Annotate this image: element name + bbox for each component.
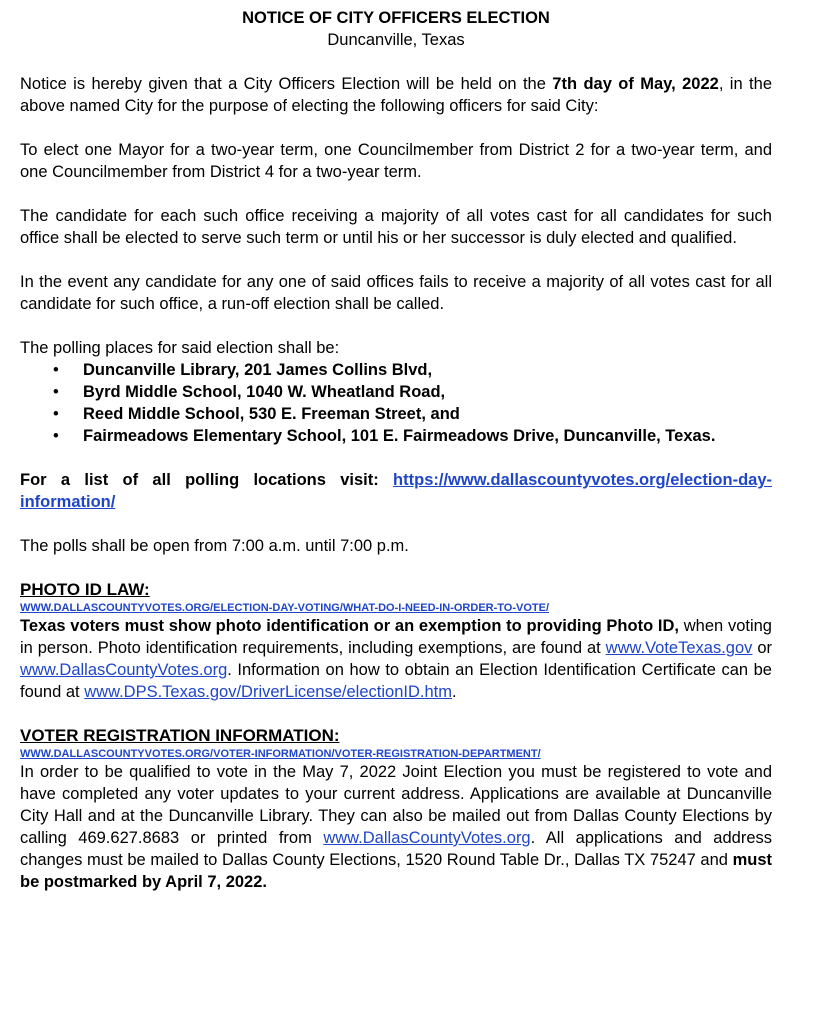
dps-election-id-link[interactable]: www.DPS.Texas.gov/DriverLicense/electionID.htm: [84, 683, 452, 701]
polling-place-item: • Byrd Middle School, 1040 W. Wheatland Road,: [83, 381, 772, 403]
photo-id-text-4: .: [451, 683, 457, 701]
voter-registration-paragraph: [20, 761, 772, 893]
voter-registration-dallascountyvotes-link[interactable]: www.DallasCountyVotes.org: [323, 829, 531, 847]
polling-intro: The polling places for said election shall be:: [20, 339, 340, 357]
votetexas-link[interactable]: www.VoteTexas.gov: [605, 639, 753, 657]
photo-id-text-2: or: [752, 639, 772, 657]
voter-registration-heading: VOTER REGISTRATION INFORMATION:: [20, 726, 340, 745]
election-date: 7th day of May, 2022: [552, 75, 719, 93]
voter-registration-url-link[interactable]: WWW.DALLASCOUNTYVOTES.ORG/VOTER-INFORMATION/VOTER-REGISTRATION-DEPARTMENT/: [20, 748, 541, 760]
paragraph-notice-text-c: , in the above named City for the purpose of electing the following officers for said City:: [20, 75, 772, 115]
paragraph-runoff: In the event any candidate for any one of said offices fails to receive a majority of all votes cast for all candidate for such office, a run-off election shall be called.: [20, 273, 772, 313]
polling-place-item: • Fairmeadows Elementary School, 101 E. Fairmeadows Drive, Duncanville, Texas.: [83, 425, 772, 447]
photo-id-text-1: when voting in person. Photo identification requirements, including exemptions, are found at: [20, 617, 772, 657]
polling-locations-visit: [20, 469, 772, 513]
notice-title: NOTICE OF CITY OFFICERS ELECTION: [242, 9, 550, 27]
paragraph-notice: [20, 73, 772, 117]
notice-subtitle: Duncanville, Texas: [327, 31, 465, 49]
voter-registration-text-2: . All applications and address changes must be mailed to Dallas County Elections, 1520 Round Table Dr., Dallas TX 75247 and: [20, 829, 772, 869]
polling-places-list: [20, 359, 772, 447]
photo-id-text-3: . Information on how to obtain an Election Identification Certificate can be found at: [20, 661, 772, 701]
paragraph-offices: To elect one Mayor for a two-year term, one Councilmember from District 2 for a two-year term, and one Councilmember from District 4 for a two-year term.: [20, 141, 772, 181]
paragraph-notice-text-a: Notice is hereby given that a City Officers Election will be held on the: [20, 75, 553, 93]
polls-open-text: The polls shall be open from 7:00 a.m. until 7:00 p.m.: [20, 537, 409, 555]
dallascountyvotes-link[interactable]: www.DallasCountyVotes.org: [20, 661, 228, 679]
polling-section: [20, 337, 772, 447]
notice-page: [20, 7, 772, 893]
photo-id-heading: PHOTO ID LAW:: [20, 580, 150, 599]
photo-id-bold-text: Texas voters must show photo identification or an exemption to providing Photo ID,: [20, 617, 679, 635]
voter-registration-text-1: In order to be qualified to vote in the May 7, 2022 Joint Election you must be registered to vote and have completed any voter updates to your current address. Applications are available at Duncanville City Hall and at the Duncanville Library. They can also be mailed out from Dallas County Elections by calling 469.627.8683 or printed from: [20, 763, 772, 847]
polling-locations-label: For a list of all polling locations visit:: [20, 471, 394, 489]
polling-place-item: • Duncanville Library, 201 James Collins Blvd,: [83, 359, 772, 381]
paragraph-majority: The candidate for each such office receiving a majority of all votes cast for all candidates for such office shall be elected to serve such term or until his or her successor is duly elected and qualified.: [20, 207, 772, 247]
photo-id-paragraph: [20, 615, 772, 703]
polling-locations-link[interactable]: https://www.dallascountyvotes.org/election-day-information/: [20, 471, 772, 511]
polling-place-item: • Reed Middle School, 530 E. Freeman Street, and: [83, 403, 772, 425]
photo-id-url-link[interactable]: WWW.DALLASCOUNTYVOTES.ORG/ELECTION-DAY-VOTING/WHAT-DO-I-NEED-IN-ORDER-TO-VOTE/: [20, 602, 550, 614]
postmark-deadline: must be postmarked by April 7, 2022.: [20, 851, 772, 891]
